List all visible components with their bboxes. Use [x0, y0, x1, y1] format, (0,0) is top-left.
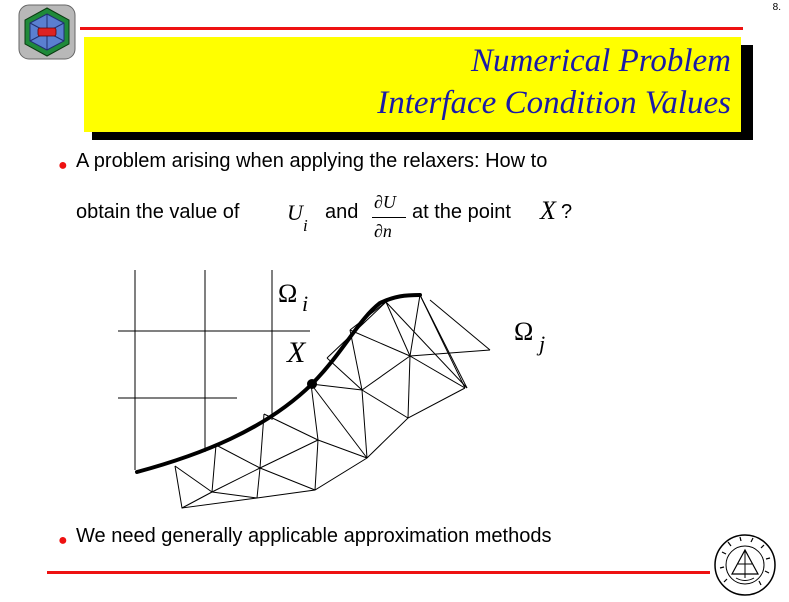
- title-box: [84, 37, 741, 132]
- bullet-marker: ●: [58, 532, 68, 549]
- fraction-numerator: ∂U: [374, 192, 396, 212]
- footer-rule: [47, 571, 710, 574]
- bullet-2-text: We need generally applicable approximation methods: [76, 525, 552, 547]
- header-rule: [80, 27, 743, 30]
- omega-i-label: Ω: [278, 279, 298, 308]
- fraction-bar: [372, 217, 406, 218]
- bullet-marker: ●: [58, 157, 68, 174]
- hexagon-logo-icon: [18, 4, 76, 60]
- omega-j-subscript: j: [539, 331, 546, 356]
- page-number: 8.: [772, 2, 781, 13]
- interface-curve: [137, 295, 420, 472]
- point-x-label: X: [287, 336, 306, 369]
- point-variable: X: [540, 196, 556, 225]
- point-x-marker: [307, 379, 317, 389]
- bullet-1-line-1: A problem arising when applying the relaxers: How to: [76, 150, 548, 172]
- interface-mesh-diagram: [110, 262, 546, 514]
- variable-u-subscript: i: [303, 216, 308, 235]
- university-seal-icon: [710, 530, 780, 600]
- title-line-2: Interface Condition Values: [377, 85, 731, 121]
- and-text: and: [325, 201, 359, 223]
- omega-i-subscript: i: [302, 291, 309, 316]
- at-point-text: at the point: [412, 201, 511, 223]
- fraction-denominator: ∂n: [374, 221, 392, 241]
- variable-u: U: [287, 200, 303, 225]
- omega-j-label: Ω: [514, 317, 534, 346]
- unstructured-triangles: [175, 295, 490, 508]
- bullet-1-line-2: obtain the value of: [76, 201, 240, 223]
- question-mark: ?: [561, 201, 573, 223]
- title-line-1: Numerical Problem: [471, 43, 731, 79]
